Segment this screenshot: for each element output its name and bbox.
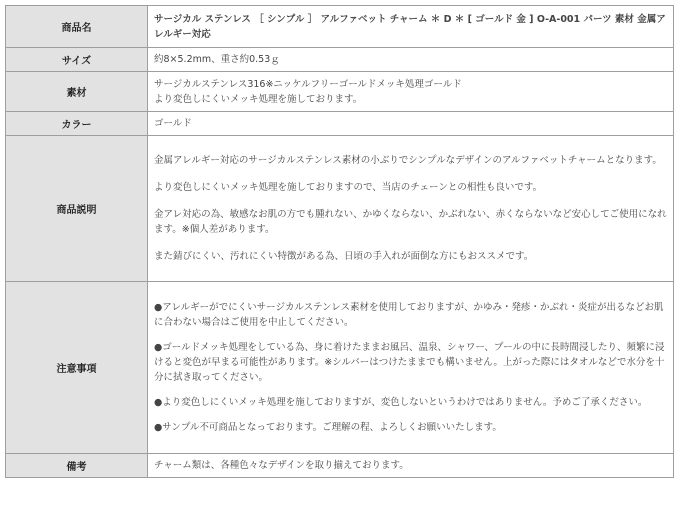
label-color: カラー [6, 112, 148, 136]
notes-paragraph: ●サンプル不可商品となっております。ご理解の程、よろしくお願いいたします。 [154, 422, 502, 433]
label-size: サイズ [6, 48, 148, 72]
notes-paragraph: ●アレルギーがでにくいサージカルステンレス素材を使用しておりますが、かゆみ・発疹・かぶれ・炎症が出るなどお肌に合わない場合はご使用を中止してください。 [154, 302, 664, 328]
notes-paragraph: ●ゴールドメッキ処理をしている為、身に着けたままお風呂、温泉、シャワー、プールの中に長時間浸したり、頻繁に浸けると変色が早まる可能性があります。※シルバーはつけたままでも構いません。上がった際にはタオルなどで水分を十分に拭き取ってください。 [154, 342, 665, 383]
product-spec-table [5, 5, 674, 478]
label-notes: 注意事項 [6, 282, 148, 454]
label-material: 素材 [6, 72, 148, 112]
description-paragraph: また錆びにくい、汚れにくい特徴がある為、日頃の手入れが面倒な方にもおススメです。 [154, 251, 534, 262]
value-product-name: サージカル ステンレス ［ シンプル ］ アルファベット チャーム ＊ D ＊ [ ゴールド 金 ] O-A-001 パーツ 素材 金属アレルギー対応 [148, 6, 674, 48]
row-material [6, 72, 674, 112]
material-line: サージカルステンレス316※ニッケルフリーゴールドメッキ処理ゴールド [154, 78, 462, 90]
label-product-name: 商品名 [6, 6, 148, 48]
value-notes [148, 282, 674, 454]
value-description [148, 136, 674, 282]
value-size: 約8×5.2mm、重さ約0.53ｇ [148, 48, 674, 72]
row-color [6, 112, 674, 136]
row-notes [6, 282, 674, 454]
row-size [6, 48, 674, 72]
label-remarks: 備考 [6, 454, 148, 478]
material-line: より変色しにくいメッキ処理を施しております。 [154, 93, 363, 105]
description-paragraph: より変色しにくいメッキ処理を施しておりますので、当店のチェーンとの相性も良いです。 [154, 182, 543, 193]
description-paragraph: 金アレ対応の為、敏感なお肌の方でも腫れない、かゆくならない、かぶれない、赤くならないなど安心してご使用になれます。※個人差があります。 [154, 209, 667, 235]
label-description: 商品説明 [6, 136, 148, 282]
row-product-name [6, 6, 674, 48]
value-material [148, 72, 674, 112]
description-paragraph: 金属アレルギー対応のサージカルステンレス素材の小ぶりでシンプルなデザインのアルファベットチャームとなります。 [154, 155, 662, 166]
value-remarks: チャーム類は、各種色々なデザインを取り揃えております。 [148, 454, 674, 478]
row-description [6, 136, 674, 282]
value-color: ゴールド [148, 112, 674, 136]
row-remarks [6, 454, 674, 478]
notes-paragraph: ●より変色しにくいメッキ処理を施しておりますが、変色しないというわけではありません。予めご了承ください。 [154, 397, 648, 408]
